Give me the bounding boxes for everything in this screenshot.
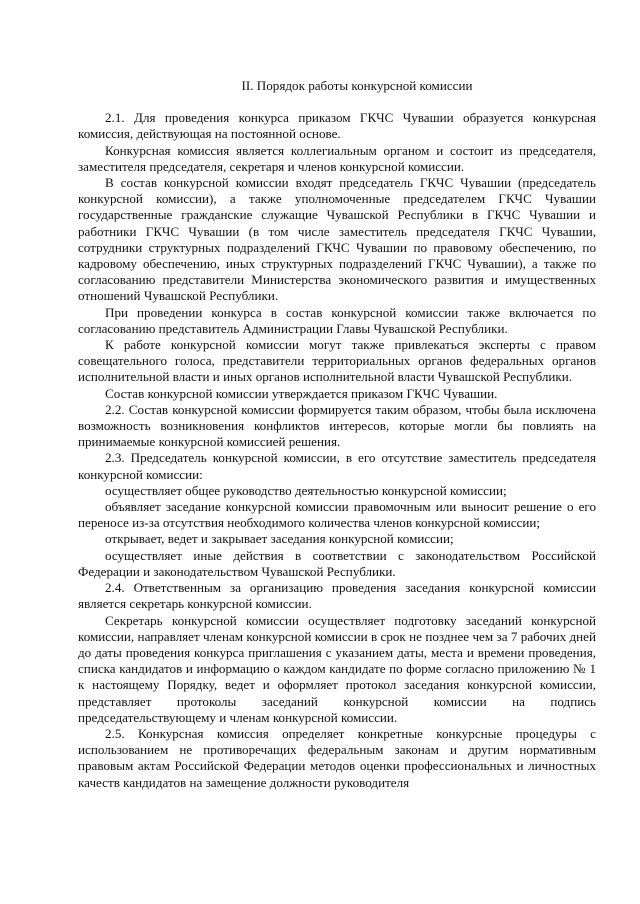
paragraph-2-3: 2.3. Председатель конкурсной комиссии, в его отсутствие заместитель председателя конкурсной комиссии: <box>78 450 596 482</box>
paragraph-2-1: 2.1. Для проведения конкурса приказом ГКЧС Чувашии образуется конкурсная комиссия, действующая на постоянной основе. <box>78 110 596 142</box>
paragraph-commission-collegial: Конкурсная комиссия является коллегиальным органом и состоит из председателя, заместителя председателя, секретаря и членов конкурсной комиссии. <box>78 142 596 174</box>
paragraph-chair-duty-other: осуществляет иные действия в соответствии с законодательством Российской Федерации и законодательством Чувашской Республики. <box>78 547 596 579</box>
paragraph-2-4: 2.4. Ответственным за организацию проведения заседания конкурсной комиссии является секретарь конкурсной комиссии. <box>78 580 596 612</box>
paragraph-commission-composition: В состав конкурсной комиссии входят председатель ГКЧС Чувашии (председатель конкурсной комиссии), а также уполномоченные председателем ГКЧС Чувашии государственные гражданские служащие Чувашской Республики в ГКЧС Чувашии и работники ГКЧС Чувашии (в том числе заместитель председателя ГКЧС Чувашии, сотрудники структурных подразделений ГКЧС Чувашии по правовому обеспечению, по кадровому обеспечению, иных структурных подразделений ГКЧС Чувашии), а также по согласованию представители Министерства экономического развития и имущественных отношений Чувашской Республики. <box>78 175 596 304</box>
paragraph-secretary-duties: Секретарь конкурсной комиссии осуществляет подготовку заседаний конкурсной комиссии, направляет членам конкурсной комиссии в срок не позднее чем за 7 рабочих дней до даты проведения конкурса приглашения с указанием даты, места и времени проведения, списка кандидатов и информацию о каждом кандидате по форме согласно приложению № 1 к настоящему Порядку, ведет и оформляет протокол заседания конкурсной комиссии, представляет протоколы заседаний конкурсной комиссии на подпись председательствующему и членам конкурсной комиссии. <box>78 612 596 725</box>
paragraph-administration-representative: При проведении конкурса в состав конкурсной комиссии также включается по согласованию представитель Администрации Главы Чувашской Республики. <box>78 304 596 336</box>
paragraph-2-5: 2.5. Конкурсная комиссия определяет конкретные конкурсные процедуры с использованием не противоречащих федеральным законам и другим нормативным правовым актам Российской Федерации методов оценки профессиональных и личностных качеств кандидатов на замещение должности руководителя <box>78 725 596 790</box>
paragraph-experts: К работе конкурсной комиссии могут также привлекаться эксперты с правом совещательного голоса, представители территориальных органов федеральных органов исполнительной власти и иных органов исполнительной власти Чувашской Республики. <box>78 337 596 385</box>
paragraph-composition-approval: Состав конкурсной комиссии утверждается приказом ГКЧС Чувашии. <box>105 385 498 401</box>
document-page <box>78 78 596 791</box>
paragraph-chair-duty-quorum: объявляет заседание конкурсной комиссии правомочным или выносит решение о его переносе из-за отсутствия необходимого количества членов конкурсной комиссии; <box>78 499 596 531</box>
paragraph-chair-duty-meetings: открывает, ведет и закрывает заседания конкурсной комиссии; <box>105 531 454 547</box>
paragraph-2-2: 2.2. Состав конкурсной комиссии формируется таким образом, чтобы была исключена возможность возникновения конфликтов интересов, которые могли бы повлиять на принимаемые конкурсной комиссией решения. <box>78 401 596 450</box>
paragraph-chair-duty-general: осуществляет общее руководство деятельностью конкурсной комиссии; <box>105 482 507 498</box>
section-heading: II. Порядок работы конкурсной комиссии <box>241 78 473 93</box>
